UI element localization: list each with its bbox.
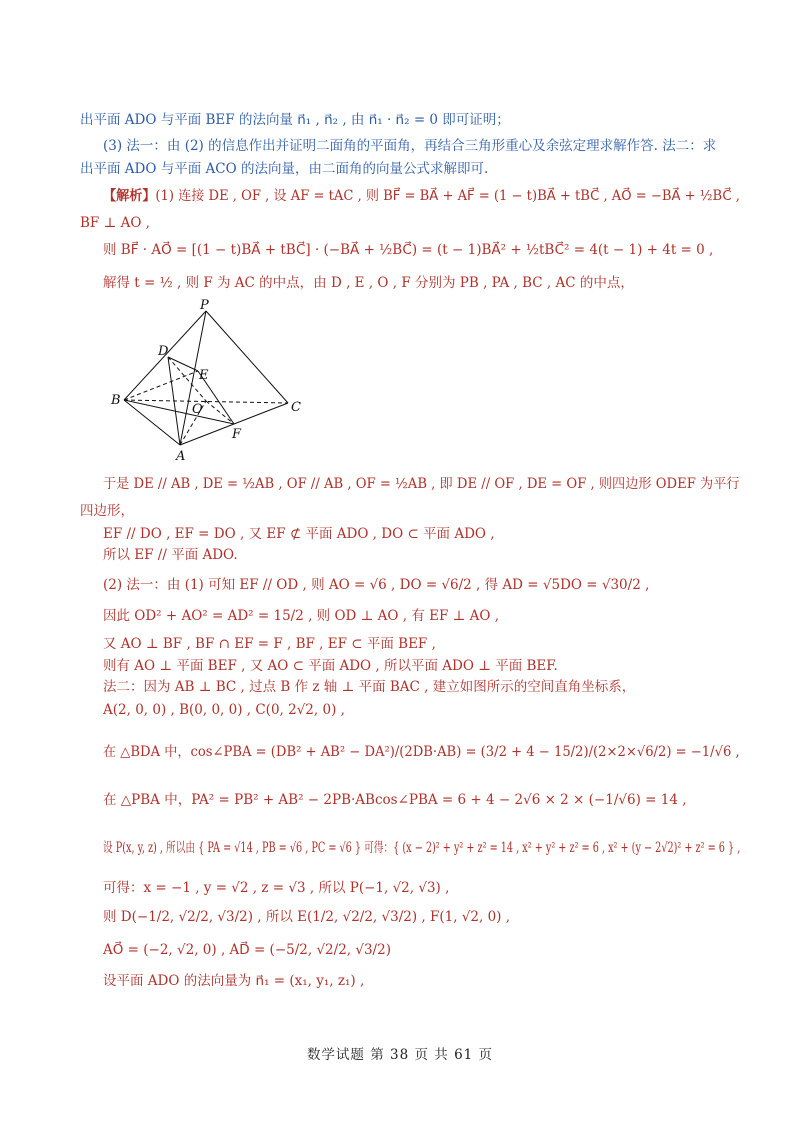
text-line-6: 则 BF⃗ · AO⃗ = [(1 − t)BA⃗ + tBC⃗] · (−BA⃗ + ½BC⃗) = (t − 1)BA⃗² + ½tBC⃗² = 4(t − 1) + 4t = 0 , xyxy=(103,242,714,258)
text-line-8: 于是 DE // AB , DE = ½AB , OF // AB , OF = ½AB , 即 DE // OF , DE = OF , 则四边形 ODEF 为平行 xyxy=(103,476,740,492)
label-E: E xyxy=(199,368,209,383)
text-line-17: A(2, 0, 0) , B(0, 0, 0) , C(0, 2√2, 0) , xyxy=(103,702,345,718)
solution-text: (1) 连接 DE , OF , 设 AF = tAC , 则 BF⃗ = BA⃗ + AF⃗ = (1 − t)BA⃗ + tBC⃗ , AO⃗ = −BA⃗ + ½BC⃗ , xyxy=(155,188,740,204)
label-C: C xyxy=(291,400,301,415)
text-line-2: (3) 法一：由 (2) 的信息作出并证明二面角的平面角，再结合三角形重心及余弦定理求解作答. 法二：求 xyxy=(103,138,717,154)
text-line-15: 则有 AO ⊥ 平面 BEF , 又 AO ⊂ 平面 ADO , 所以平面 ADO ⊥ 平面 BEF. xyxy=(103,658,558,674)
page-footer: 数学试题 第 38 页 共 61 页 xyxy=(306,1047,494,1063)
text-line-23: AO⃗ = (−2, √2, 0) , AD⃗ = (−5/2, √2/2, √3/2) xyxy=(103,942,391,958)
label-F: F xyxy=(232,427,242,442)
label-B: B xyxy=(111,393,121,408)
label-P: P xyxy=(200,298,209,313)
text-line-16: 法二：因为 AB ⊥ BC , 过点 B 作 z 轴 ⊥ 平面 BAC , 建立如图所示的空间直角坐标系， xyxy=(103,679,636,695)
solution-tag: 【解析】 xyxy=(103,188,156,204)
label-D: D xyxy=(158,344,169,359)
text-line-14: 又 AO ⊥ BF , BF ∩ EF = F , BF , EF ⊂ 平面 BEF , xyxy=(103,636,436,652)
text-line-24: 设平面 ADO 的法向量为 n⃗₁ = (x₁, y₁, z₁) , xyxy=(103,973,365,989)
solution-start-line xyxy=(103,186,740,206)
text-line-13: 因此 OD² + AO² = AD² = 15/2 , 则 OD ⊥ AO , 有 EF ⊥ AO , xyxy=(103,608,500,624)
text-line-7: 解得 t = ½ , 则 F 为 AC 的中点，由 D , E , O , F 分别为 PB , PA , BC , AC 的中点， xyxy=(103,275,634,291)
label-O: O xyxy=(192,402,203,417)
text-line-10: EF // DO , EF = DO , 又 EF ⊄ 平面 ADO , DO ⊂ 平面 ADO , xyxy=(103,526,495,542)
text-line-12: (2) 法一：由 (1) 可知 EF // OD , 则 AO = √6 , DO = √6/2 , 得 AD = √5DO = √30/2 , xyxy=(103,577,650,593)
text-line-5: BF ⊥ AO , xyxy=(80,215,150,231)
text-line-22: 则 D(−1/2, √2/2, √3/2) , 所以 E(1/2, √2/2, √3/2) , F(1, √2, 0) , xyxy=(103,909,511,925)
text-line-9: 四边形， xyxy=(80,503,134,519)
pyramid-figure xyxy=(108,295,308,464)
text-line-21: 可得：x = −1 , y = √2 , z = √3 , 所以 P(−1, √2, √3) , xyxy=(103,880,450,896)
label-A: A xyxy=(176,449,186,464)
text-line-19: 在 △PBA 中，PA² = PB² + AB² − 2PB·ABcos∠PBA = 6 + 4 − 2√6 × 2 × (−1/√6) = 14 , xyxy=(103,792,687,808)
text-line-11: 所以 EF // 平面 ADO. xyxy=(103,547,238,563)
text-line-20: 设 P(x, y, z) , 所以由 { PA = √14 , PB = √6 , PC = √6 } 可得：{ (x − 2)² + y² + z² = 14 , x² + y² + z² = 6 , x² + (y − 2√2)² + z² = 6 } , xyxy=(103,840,741,856)
text-line-3: 出平面 ADO 与平面 ACO 的法向量，由二面角的向量公式求解即可. xyxy=(80,161,489,177)
text-line-18: 在 △BDA 中，cos∠PBA = (DB² + AB² − DA²)/(2DB·AB) = (3/2 + 4 − 15/2)/(2×2×√6/2) = −1/√6 , xyxy=(103,744,740,760)
text-line-1: 出平面 ADO 与平面 BEF 的法向量 n⃗₁ , n⃗₂ , 由 n⃗₁ · n⃗₂ = 0 即可证明； xyxy=(80,112,510,128)
